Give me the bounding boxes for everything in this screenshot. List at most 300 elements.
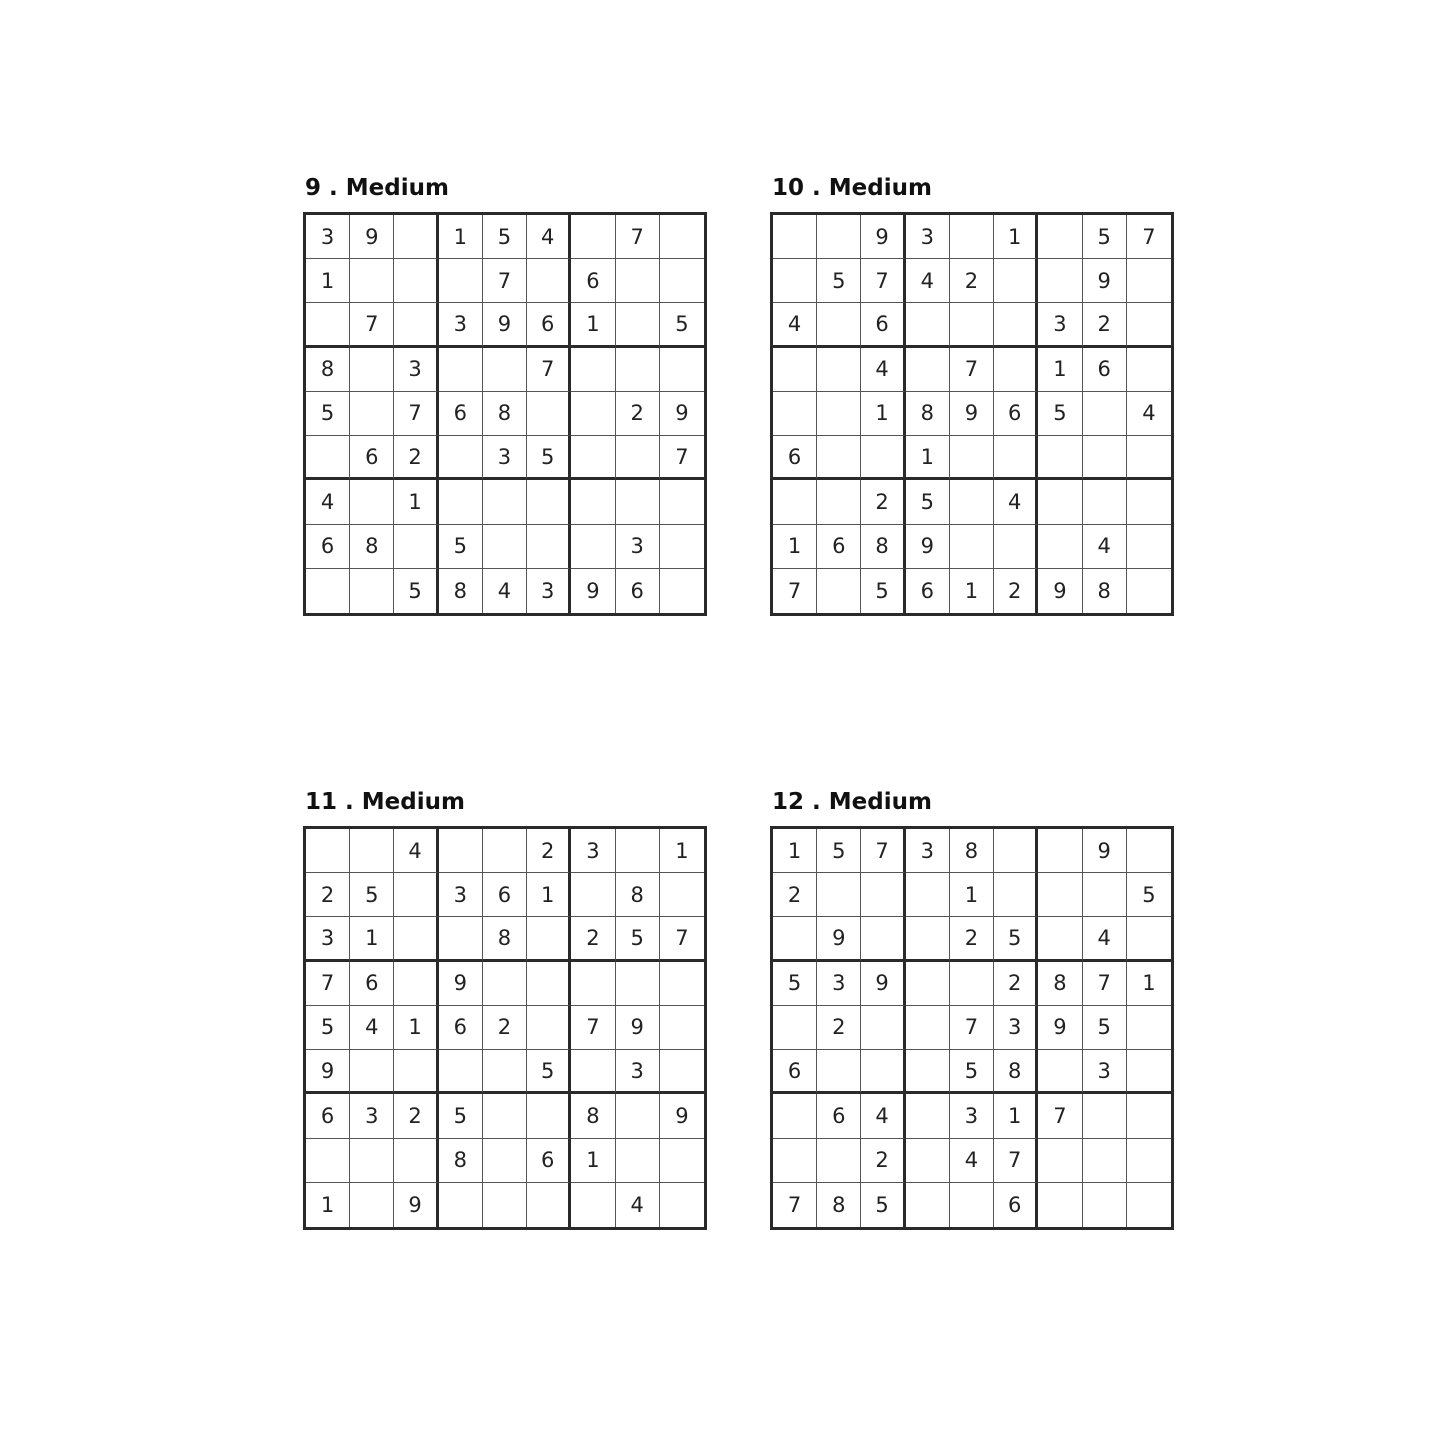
sudoku-cell[interactable]: 3 (616, 525, 660, 569)
sudoku-cell[interactable]: 6 (439, 1006, 483, 1050)
sudoku-cell[interactable]: 6 (906, 569, 950, 613)
sudoku-cell[interactable] (1083, 436, 1127, 480)
sudoku-cell[interactable] (483, 348, 527, 392)
sudoku-cell[interactable] (1127, 348, 1171, 392)
sudoku-cell[interactable] (394, 962, 438, 1006)
sudoku-cell[interactable]: 4 (483, 569, 527, 613)
sudoku-cell[interactable] (906, 1050, 950, 1094)
sudoku-cell[interactable] (527, 1094, 571, 1138)
sudoku-cell[interactable]: 8 (616, 873, 660, 917)
sudoku-cell[interactable] (906, 962, 950, 1006)
sudoku-cell[interactable]: 3 (817, 962, 861, 1006)
sudoku-cell[interactable]: 5 (861, 569, 905, 613)
sudoku-cell[interactable]: 3 (1038, 303, 1082, 347)
sudoku-cell[interactable]: 8 (950, 829, 994, 873)
sudoku-cell[interactable]: 1 (773, 525, 817, 569)
sudoku-cell[interactable] (773, 392, 817, 436)
sudoku-cell[interactable]: 6 (527, 1139, 571, 1183)
sudoku-cell[interactable]: 7 (660, 917, 704, 961)
sudoku-cell[interactable]: 7 (773, 1183, 817, 1227)
sudoku-cell[interactable]: 6 (1083, 348, 1127, 392)
sudoku-cell[interactable]: 2 (773, 873, 817, 917)
sudoku-cell[interactable]: 2 (527, 829, 571, 873)
sudoku-cell[interactable] (527, 392, 571, 436)
sudoku-cell[interactable] (1127, 259, 1171, 303)
sudoku-cell[interactable] (994, 259, 1038, 303)
sudoku-cell[interactable]: 7 (350, 303, 394, 347)
sudoku-cell[interactable]: 2 (861, 480, 905, 524)
sudoku-cell[interactable] (1083, 1094, 1127, 1138)
sudoku-cell[interactable]: 5 (306, 392, 350, 436)
sudoku-cell[interactable]: 6 (439, 392, 483, 436)
sudoku-cell[interactable] (994, 525, 1038, 569)
sudoku-cell[interactable]: 5 (817, 259, 861, 303)
sudoku-cell[interactable] (394, 215, 438, 259)
sudoku-cell[interactable] (906, 1006, 950, 1050)
sudoku-cell[interactable] (1127, 525, 1171, 569)
sudoku-cell[interactable]: 1 (950, 873, 994, 917)
sudoku-cell[interactable]: 5 (1038, 392, 1082, 436)
sudoku-cell[interactable]: 2 (817, 1006, 861, 1050)
sudoku-cell[interactable]: 3 (527, 569, 571, 613)
sudoku-cell[interactable]: 7 (527, 348, 571, 392)
sudoku-cell[interactable] (439, 348, 483, 392)
sudoku-cell[interactable] (1083, 873, 1127, 917)
sudoku-cell[interactable]: 4 (861, 1094, 905, 1138)
sudoku-cell[interactable]: 2 (1083, 303, 1127, 347)
sudoku-cell[interactable]: 6 (571, 259, 615, 303)
sudoku-cell[interactable] (994, 436, 1038, 480)
sudoku-cell[interactable]: 3 (571, 829, 615, 873)
sudoku-cell[interactable]: 4 (1127, 392, 1171, 436)
sudoku-cell[interactable] (660, 1050, 704, 1094)
sudoku-cell[interactable]: 1 (950, 569, 994, 613)
sudoku-cell[interactable]: 3 (439, 303, 483, 347)
sudoku-cell[interactable] (571, 1050, 615, 1094)
sudoku-cell[interactable]: 2 (950, 259, 994, 303)
sudoku-cell[interactable] (1038, 436, 1082, 480)
sudoku-cell[interactable] (1083, 1139, 1127, 1183)
sudoku-cell[interactable]: 1 (527, 873, 571, 917)
sudoku-cell[interactable] (483, 525, 527, 569)
sudoku-cell[interactable]: 6 (350, 436, 394, 480)
sudoku-cell[interactable]: 2 (950, 917, 994, 961)
sudoku-cell[interactable]: 5 (616, 917, 660, 961)
sudoku-cell[interactable]: 2 (394, 436, 438, 480)
sudoku-cell[interactable] (660, 215, 704, 259)
sudoku-cell[interactable]: 6 (817, 525, 861, 569)
sudoku-cell[interactable]: 1 (306, 259, 350, 303)
sudoku-cell[interactable]: 5 (1083, 215, 1127, 259)
sudoku-cell[interactable] (483, 1139, 527, 1183)
sudoku-cell[interactable]: 1 (350, 917, 394, 961)
sudoku-cell[interactable] (817, 873, 861, 917)
sudoku-cell[interactable] (950, 303, 994, 347)
sudoku-cell[interactable] (660, 1139, 704, 1183)
sudoku-cell[interactable]: 9 (861, 962, 905, 1006)
sudoku-cell[interactable]: 2 (306, 873, 350, 917)
sudoku-cell[interactable]: 9 (616, 1006, 660, 1050)
sudoku-cell[interactable]: 6 (350, 962, 394, 1006)
sudoku-cell[interactable] (616, 348, 660, 392)
sudoku-cell[interactable] (571, 962, 615, 1006)
sudoku-cell[interactable]: 8 (906, 392, 950, 436)
sudoku-cell[interactable]: 9 (394, 1183, 438, 1227)
sudoku-cell[interactable] (1038, 829, 1082, 873)
sudoku-cell[interactable]: 5 (306, 1006, 350, 1050)
sudoku-cell[interactable] (994, 303, 1038, 347)
sudoku-cell[interactable]: 7 (616, 215, 660, 259)
sudoku-cell[interactable] (483, 1050, 527, 1094)
sudoku-cell[interactable] (950, 215, 994, 259)
sudoku-cell[interactable] (350, 829, 394, 873)
sudoku-cell[interactable] (394, 525, 438, 569)
sudoku-cell[interactable] (306, 829, 350, 873)
sudoku-cell[interactable] (817, 392, 861, 436)
sudoku-cell[interactable]: 4 (350, 1006, 394, 1050)
sudoku-cell[interactable]: 5 (527, 1050, 571, 1094)
sudoku-cell[interactable] (527, 1006, 571, 1050)
sudoku-cell[interactable] (1127, 1006, 1171, 1050)
sudoku-cell[interactable] (861, 1006, 905, 1050)
sudoku-cell[interactable]: 1 (306, 1183, 350, 1227)
sudoku-cell[interactable]: 7 (950, 1006, 994, 1050)
sudoku-cell[interactable] (773, 1094, 817, 1138)
sudoku-cell[interactable]: 9 (817, 917, 861, 961)
sudoku-cell[interactable] (483, 480, 527, 524)
sudoku-cell[interactable]: 7 (1038, 1094, 1082, 1138)
sudoku-cell[interactable]: 7 (861, 259, 905, 303)
sudoku-cell[interactable] (527, 525, 571, 569)
sudoku-cell[interactable]: 3 (1083, 1050, 1127, 1094)
sudoku-cell[interactable] (950, 962, 994, 1006)
sudoku-cell[interactable]: 7 (660, 436, 704, 480)
sudoku-cell[interactable] (616, 303, 660, 347)
sudoku-cell[interactable] (350, 1050, 394, 1094)
sudoku-cell[interactable] (306, 1139, 350, 1183)
sudoku-cell[interactable] (439, 829, 483, 873)
sudoku-cell[interactable]: 9 (660, 392, 704, 436)
sudoku-cell[interactable]: 3 (439, 873, 483, 917)
sudoku-cell[interactable] (773, 1139, 817, 1183)
sudoku-cell[interactable] (1038, 1139, 1082, 1183)
sudoku-cell[interactable]: 5 (906, 480, 950, 524)
sudoku-cell[interactable]: 4 (1083, 917, 1127, 961)
sudoku-cell[interactable] (350, 1139, 394, 1183)
sudoku-cell[interactable]: 5 (660, 303, 704, 347)
sudoku-cell[interactable]: 5 (439, 1094, 483, 1138)
sudoku-cell[interactable]: 5 (350, 873, 394, 917)
sudoku-cell[interactable] (1038, 215, 1082, 259)
sudoku-cell[interactable]: 7 (306, 962, 350, 1006)
sudoku-cell[interactable] (350, 392, 394, 436)
sudoku-cell[interactable]: 5 (861, 1183, 905, 1227)
sudoku-cell[interactable] (660, 569, 704, 613)
sudoku-cell[interactable]: 7 (571, 1006, 615, 1050)
sudoku-cell[interactable]: 5 (527, 436, 571, 480)
sudoku-cell[interactable]: 7 (1083, 962, 1127, 1006)
sudoku-cell[interactable]: 9 (1083, 829, 1127, 873)
sudoku-cell[interactable]: 5 (994, 917, 1038, 961)
sudoku-cell[interactable]: 7 (1127, 215, 1171, 259)
sudoku-cell[interactable]: 9 (906, 525, 950, 569)
sudoku-cell[interactable] (906, 1183, 950, 1227)
sudoku-cell[interactable]: 5 (1083, 1006, 1127, 1050)
sudoku-cell[interactable] (527, 917, 571, 961)
sudoku-cell[interactable] (350, 348, 394, 392)
sudoku-cell[interactable]: 6 (994, 1183, 1038, 1227)
sudoku-cell[interactable] (394, 303, 438, 347)
sudoku-cell[interactable] (350, 1183, 394, 1227)
sudoku-cell[interactable] (439, 436, 483, 480)
sudoku-cell[interactable]: 1 (906, 436, 950, 480)
sudoku-cell[interactable]: 5 (439, 525, 483, 569)
sudoku-cell[interactable]: 2 (394, 1094, 438, 1138)
sudoku-cell[interactable]: 8 (483, 917, 527, 961)
sudoku-cell[interactable]: 9 (483, 303, 527, 347)
sudoku-cell[interactable]: 1 (439, 215, 483, 259)
sudoku-cell[interactable]: 9 (306, 1050, 350, 1094)
sudoku-cell[interactable]: 6 (773, 436, 817, 480)
sudoku-cell[interactable] (571, 392, 615, 436)
sudoku-cell[interactable] (616, 480, 660, 524)
sudoku-cell[interactable]: 1 (571, 303, 615, 347)
sudoku-cell[interactable] (817, 348, 861, 392)
sudoku-cell[interactable] (483, 829, 527, 873)
sudoku-cell[interactable]: 9 (439, 962, 483, 1006)
sudoku-cell[interactable]: 3 (306, 917, 350, 961)
sudoku-cell[interactable]: 7 (394, 392, 438, 436)
sudoku-cell[interactable]: 6 (527, 303, 571, 347)
sudoku-cell[interactable] (660, 1006, 704, 1050)
sudoku-cell[interactable] (616, 1139, 660, 1183)
sudoku-cell[interactable] (1127, 917, 1171, 961)
sudoku-cell[interactable] (1127, 436, 1171, 480)
sudoku-cell[interactable]: 5 (817, 829, 861, 873)
sudoku-cell[interactable] (660, 480, 704, 524)
sudoku-cell[interactable] (1127, 1050, 1171, 1094)
sudoku-cell[interactable]: 2 (994, 569, 1038, 613)
sudoku-cell[interactable] (394, 1050, 438, 1094)
sudoku-cell[interactable] (906, 873, 950, 917)
sudoku-cell[interactable]: 4 (950, 1139, 994, 1183)
sudoku-cell[interactable] (817, 303, 861, 347)
sudoku-cell[interactable]: 1 (994, 1094, 1038, 1138)
sudoku-cell[interactable]: 1 (394, 480, 438, 524)
sudoku-cell[interactable]: 7 (950, 348, 994, 392)
sudoku-cell[interactable] (394, 873, 438, 917)
sudoku-cell[interactable]: 8 (350, 525, 394, 569)
sudoku-cell[interactable]: 3 (906, 829, 950, 873)
sudoku-cell[interactable]: 2 (571, 917, 615, 961)
sudoku-cell[interactable]: 6 (773, 1050, 817, 1094)
sudoku-cell[interactable] (817, 215, 861, 259)
sudoku-cell[interactable] (350, 259, 394, 303)
sudoku-cell[interactable]: 3 (616, 1050, 660, 1094)
sudoku-cell[interactable]: 1 (571, 1139, 615, 1183)
sudoku-cell[interactable]: 6 (994, 392, 1038, 436)
sudoku-cell[interactable]: 2 (861, 1139, 905, 1183)
sudoku-cell[interactable]: 3 (483, 436, 527, 480)
sudoku-cell[interactable] (394, 917, 438, 961)
sudoku-cell[interactable] (1127, 829, 1171, 873)
sudoku-cell[interactable]: 9 (350, 215, 394, 259)
sudoku-cell[interactable]: 2 (616, 392, 660, 436)
sudoku-cell[interactable]: 1 (1127, 962, 1171, 1006)
sudoku-cell[interactable] (1038, 525, 1082, 569)
sudoku-cell[interactable] (817, 436, 861, 480)
sudoku-cell[interactable]: 4 (616, 1183, 660, 1227)
sudoku-cell[interactable] (906, 348, 950, 392)
sudoku-cell[interactable] (906, 1094, 950, 1138)
sudoku-cell[interactable] (817, 1139, 861, 1183)
sudoku-cell[interactable]: 4 (906, 259, 950, 303)
sudoku-cell[interactable]: 6 (306, 525, 350, 569)
sudoku-cell[interactable] (306, 569, 350, 613)
sudoku-cell[interactable]: 4 (773, 303, 817, 347)
sudoku-cell[interactable]: 9 (660, 1094, 704, 1138)
sudoku-cell[interactable] (1127, 1183, 1171, 1227)
sudoku-cell[interactable] (950, 525, 994, 569)
sudoku-cell[interactable] (817, 480, 861, 524)
sudoku-cell[interactable]: 7 (773, 569, 817, 613)
sudoku-cell[interactable] (660, 348, 704, 392)
sudoku-cell[interactable] (483, 962, 527, 1006)
sudoku-cell[interactable] (1038, 873, 1082, 917)
sudoku-cell[interactable] (660, 873, 704, 917)
sudoku-cell[interactable] (616, 436, 660, 480)
sudoku-cell[interactable]: 1 (1038, 348, 1082, 392)
sudoku-cell[interactable] (817, 569, 861, 613)
sudoku-cell[interactable] (306, 436, 350, 480)
sudoku-cell[interactable] (950, 480, 994, 524)
sudoku-cell[interactable] (616, 259, 660, 303)
sudoku-cell[interactable]: 8 (306, 348, 350, 392)
sudoku-cell[interactable] (527, 480, 571, 524)
sudoku-cell[interactable] (439, 1183, 483, 1227)
sudoku-cell[interactable] (394, 1139, 438, 1183)
sudoku-cell[interactable]: 8 (817, 1183, 861, 1227)
sudoku-cell[interactable] (773, 1006, 817, 1050)
sudoku-cell[interactable] (439, 480, 483, 524)
sudoku-cell[interactable]: 1 (773, 829, 817, 873)
sudoku-cell[interactable]: 8 (1038, 962, 1082, 1006)
sudoku-cell[interactable]: 5 (394, 569, 438, 613)
sudoku-cell[interactable] (1083, 480, 1127, 524)
sudoku-cell[interactable] (571, 436, 615, 480)
sudoku-cell[interactable] (1083, 1183, 1127, 1227)
sudoku-cell[interactable] (1127, 303, 1171, 347)
sudoku-cell[interactable] (994, 829, 1038, 873)
sudoku-cell[interactable]: 1 (994, 215, 1038, 259)
sudoku-cell[interactable] (950, 1183, 994, 1227)
sudoku-cell[interactable] (571, 480, 615, 524)
sudoku-cell[interactable] (527, 259, 571, 303)
sudoku-cell[interactable] (1083, 392, 1127, 436)
sudoku-cell[interactable]: 8 (1083, 569, 1127, 613)
sudoku-cell[interactable] (1038, 917, 1082, 961)
sudoku-cell[interactable]: 6 (861, 303, 905, 347)
sudoku-cell[interactable] (350, 480, 394, 524)
sudoku-cell[interactable] (527, 1183, 571, 1227)
sudoku-cell[interactable] (1127, 1094, 1171, 1138)
sudoku-cell[interactable] (660, 962, 704, 1006)
sudoku-cell[interactable] (861, 436, 905, 480)
sudoku-cell[interactable]: 8 (994, 1050, 1038, 1094)
sudoku-cell[interactable]: 4 (394, 829, 438, 873)
sudoku-cell[interactable]: 8 (439, 1139, 483, 1183)
sudoku-cell[interactable] (994, 873, 1038, 917)
sudoku-cell[interactable] (773, 480, 817, 524)
sudoku-cell[interactable] (861, 1050, 905, 1094)
sudoku-cell[interactable]: 1 (394, 1006, 438, 1050)
sudoku-cell[interactable] (483, 1094, 527, 1138)
sudoku-cell[interactable]: 7 (861, 829, 905, 873)
sudoku-cell[interactable] (773, 259, 817, 303)
sudoku-cell[interactable] (1038, 1183, 1082, 1227)
sudoku-cell[interactable] (773, 215, 817, 259)
sudoku-cell[interactable] (1127, 569, 1171, 613)
sudoku-cell[interactable]: 1 (660, 829, 704, 873)
sudoku-cell[interactable]: 1 (861, 392, 905, 436)
sudoku-cell[interactable]: 8 (861, 525, 905, 569)
sudoku-cell[interactable] (483, 1183, 527, 1227)
sudoku-cell[interactable] (350, 569, 394, 613)
sudoku-cell[interactable]: 4 (306, 480, 350, 524)
sudoku-cell[interactable]: 3 (306, 215, 350, 259)
sudoku-cell[interactable] (994, 348, 1038, 392)
sudoku-cell[interactable] (1038, 480, 1082, 524)
sudoku-cell[interactable]: 3 (350, 1094, 394, 1138)
sudoku-cell[interactable]: 5 (483, 215, 527, 259)
sudoku-cell[interactable]: 9 (950, 392, 994, 436)
sudoku-cell[interactable] (616, 829, 660, 873)
sudoku-cell[interactable] (950, 436, 994, 480)
sudoku-cell[interactable] (773, 917, 817, 961)
sudoku-cell[interactable] (571, 1183, 615, 1227)
sudoku-cell[interactable]: 9 (1083, 259, 1127, 303)
sudoku-cell[interactable] (817, 1050, 861, 1094)
sudoku-cell[interactable] (660, 259, 704, 303)
sudoku-cell[interactable]: 3 (906, 215, 950, 259)
sudoku-cell[interactable] (906, 303, 950, 347)
sudoku-cell[interactable] (527, 962, 571, 1006)
sudoku-cell[interactable]: 6 (306, 1094, 350, 1138)
sudoku-cell[interactable]: 4 (861, 348, 905, 392)
sudoku-cell[interactable] (439, 1050, 483, 1094)
sudoku-cell[interactable] (1038, 259, 1082, 303)
sudoku-cell[interactable]: 5 (950, 1050, 994, 1094)
sudoku-cell[interactable] (1127, 480, 1171, 524)
sudoku-cell[interactable]: 4 (994, 480, 1038, 524)
sudoku-cell[interactable] (906, 1139, 950, 1183)
sudoku-cell[interactable]: 5 (1127, 873, 1171, 917)
sudoku-cell[interactable]: 6 (483, 873, 527, 917)
sudoku-cell[interactable] (306, 303, 350, 347)
sudoku-cell[interactable]: 7 (483, 259, 527, 303)
sudoku-cell[interactable]: 4 (527, 215, 571, 259)
sudoku-cell[interactable]: 9 (1038, 569, 1082, 613)
sudoku-cell[interactable]: 3 (994, 1006, 1038, 1050)
sudoku-cell[interactable]: 2 (994, 962, 1038, 1006)
sudoku-cell[interactable] (660, 1183, 704, 1227)
sudoku-cell[interactable] (571, 348, 615, 392)
sudoku-cell[interactable] (1038, 1050, 1082, 1094)
sudoku-cell[interactable]: 3 (394, 348, 438, 392)
sudoku-cell[interactable]: 6 (817, 1094, 861, 1138)
sudoku-cell[interactable]: 9 (1038, 1006, 1082, 1050)
sudoku-cell[interactable] (773, 348, 817, 392)
